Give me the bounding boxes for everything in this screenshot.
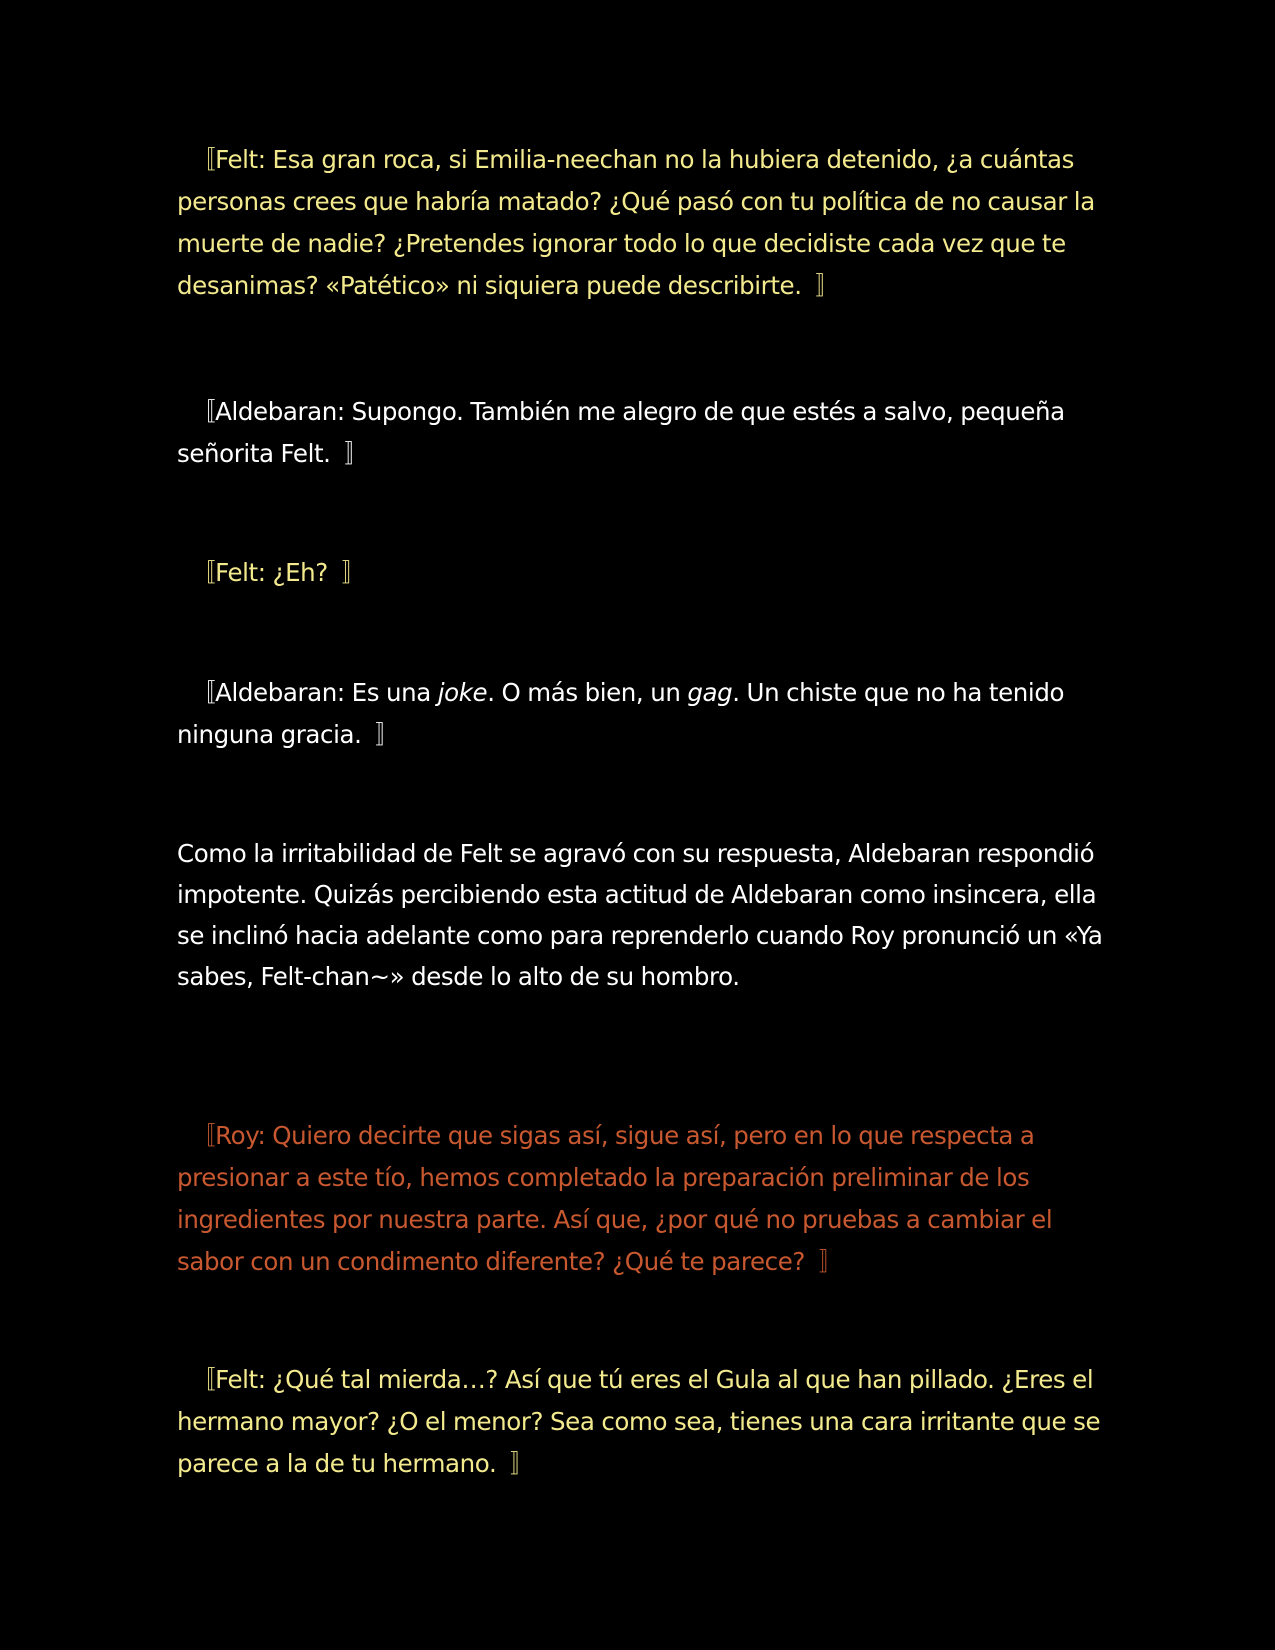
close-bracket: 〛 [818, 1247, 843, 1276]
dialogue-text: Felt: ¿Eh? [215, 558, 328, 587]
open-bracket: 〚 [191, 1365, 216, 1394]
dialogue-felt-3 [177, 1359, 1107, 1485]
dialogue-felt-2 [177, 552, 1107, 594]
narration-text: Como la irritabilidad de Felt se agravó con su respuesta, Aldebaran respondió impotente. Quizás percibiendo esta actitud de Aldebaran como insincera, ella se inclinó hacia adelante como para reprenderlo cuando Roy pronunció un «Ya sabes, Felt-chan~» desde lo alto de su hombro. [177, 839, 1103, 991]
close-bracket: 〛 [375, 720, 400, 749]
dialogue-text-b: . O más bien, un [487, 678, 688, 707]
open-bracket: 〚 [191, 678, 216, 707]
dialogue-roy [177, 1115, 1107, 1283]
close-bracket: 〛 [341, 558, 366, 587]
dialogue-felt-1 [177, 139, 1107, 307]
close-bracket: 〛 [344, 439, 369, 468]
dialogue-text: Felt: ¿Qué tal mierda…? Así que tú eres el Gula al que han pillado. ¿Eres el hermano mayor? ¿O el menor? Sea como sea, tienes una cara irritante que se parece a la de tu hermano. [177, 1365, 1101, 1478]
open-bracket: 〚 [191, 397, 216, 426]
dialogue-aldebaran-2 [177, 672, 1107, 756]
dialogue-aldebaran-1 [177, 391, 1107, 475]
open-bracket: 〚 [191, 145, 216, 174]
dialogue-text-a: Aldebaran: Es una [215, 678, 438, 707]
dialogue-text: Roy: Quiero decirte que sigas así, sigue así, pero en lo que respecta a presionar a este tío, hemos completado la preparación preliminar de los ingredientes por nuestra parte. Así que, ¿por qué no pruebas a cambiar el sabor con un condimento diferente? ¿Qué te parece? [177, 1121, 1053, 1276]
close-bracket: 〛 [815, 271, 840, 300]
open-bracket: 〚 [191, 1121, 216, 1150]
dialogue-text-c: . Un chiste que no ha tenido ninguna gracia. [177, 678, 1065, 749]
close-bracket: 〛 [510, 1449, 535, 1478]
italic-word-gag: gag [687, 678, 733, 707]
dialogue-text: Aldebaran: Supongo. También me alegro de que estés a salvo, pequeña señorita Felt. [177, 397, 1065, 468]
dialogue-text: Felt: Esa gran roca, si Emilia-neechan no la hubiera detenido, ¿a cuántas personas crees que habría matado? ¿Qué pasó con tu política de no causar la muerte de nadie? ¿Pretendes ignorar todo lo que decidiste cada vez que te desanimas? «Patético» ni siquiera puede describirte. [177, 145, 1095, 300]
italic-word-joke: joke [437, 678, 488, 707]
open-bracket: 〚 [191, 558, 216, 587]
narration-paragraph [177, 833, 1107, 997]
